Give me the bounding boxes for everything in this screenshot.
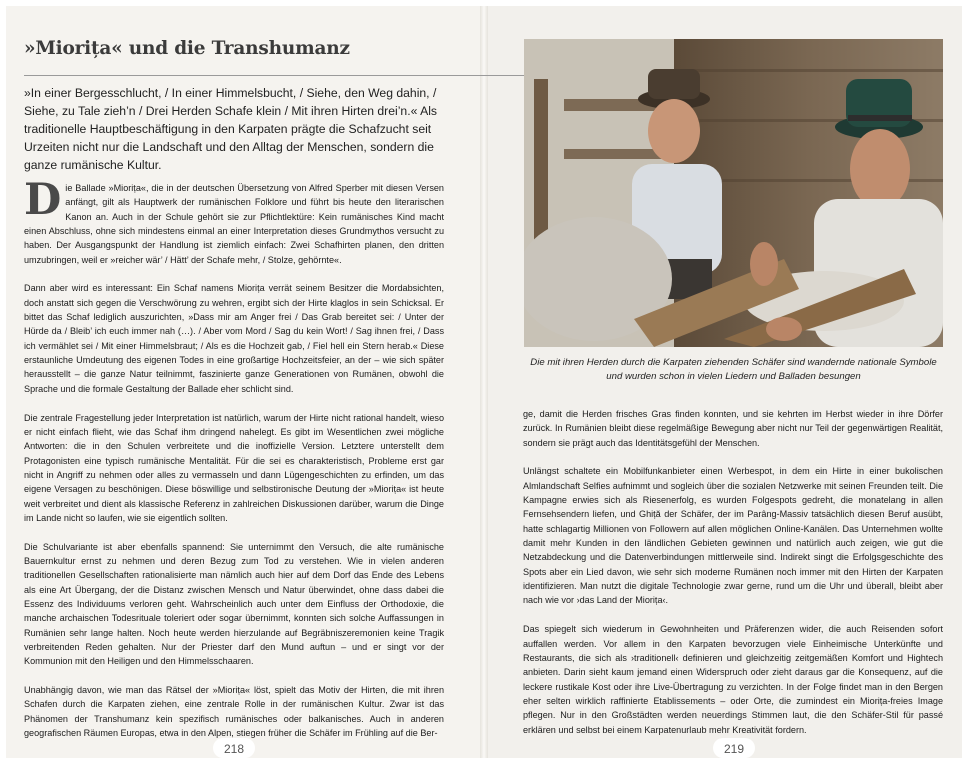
body-paragraph-3: Die zentrale Fragestellung jeder Interpretation ist natürlich, warum der Hirte nicht rational handelt, wieso er nicht einfach flieht, wie das Schaf ihm dringend nahelegt. Es gibt im Wesentlichen zwei mögliche Antworten: die in den Schulen verbreitete und die inoffizielle Version. Letztere unterstellt dem Protagonisten eine typisch rumänische Mentalität. Für die sei es charakteristisch, Probleme erst gar nicht in Angriff zu nehmen oder alles zu vermasseln und dann Lügengeschichten zu erfinden, um das eigene Versagen zu beschönigen. Diese böswillige und selbstironische Deutung der »Miorița« ist heute weit verbreitet und dient als klassische Referenz in zahlreichen Diskussionen darüber, warum die Dinge im Lande nicht so laufen, wie sie eigentlich sollten. (24, 412, 444, 523)
left-body-column (24, 175, 444, 740)
shepherds-illustration (524, 39, 943, 347)
body-paragraph-1-text: ie Ballade »Miorița«, die in der deutschen Übersetzung von Alfred Sperber mit diesen Versen anfängt, gilt als Hauptwerk der rumänischen Folklore und führt bis heute den literarischen Kanon an. Auch in der Schule gehört sie zur Pflichtlektüre: Kein rumänisches Kind macht einen Abschluss, ohne sich mindestens einmal an einer Interpretation dieses Grundmythos versucht zu haben. Der Ausgangspunkt der Handlung ist ziemlich einfach: Zwei Schafhirten planen, den dritten umzubringen, weil er »reicher wär’ / Hätt’ der Schafe mehr, / Stolze, gehörnte«. (24, 183, 444, 265)
book-gutter (480, 6, 488, 758)
right-paragraph-3: Das spiegelt sich wiederum in Gewohnheiten und Präferenzen wider, die auch Reisenden sofort auffallen werden. Vor allem in den Karpaten bevorzugen viele Einheimische Unterkünfte und Restaurants, die sich als ›traditionell‹ definieren und gleichzeitig zeitgemäßen Komfort und Hightech anbieten. Darin sieht kaum jemand einen Widerspruch oder zieht daraus gar die Konsequenz, auf die leckere rustikale Kost oder ihre Live-Übertragung zu verzichten. In der Folge findet man in den Bergen eher selten wirklich raffinierte Etablissements – oder Orte, die zumindest ein Miorița-freies Image pflegen. Nur in den Großstädten werden neuerdings Stimmen laut, die den Schäfer-Stil für passé erklären und selbst bei einem Karpatenurlaub mehr Kreativität fordern. (523, 624, 943, 735)
drop-cap: D (24, 175, 62, 225)
article-title: »Miorița« und die Transhumanz (24, 38, 350, 59)
body-paragraph-1 (24, 175, 444, 267)
body-paragraph-2: Dann aber wird es interessant: Ein Schaf namens Miorița verrät seinem Besitzer die Mordabsichten, doch anstatt sich gegen die Verschwörung zu wehren, ergibt sich der Hirte klaglos in sein Schicksal. Er bittet das Schaf lediglich auszurichten, »Dass mir am Anger frei / Das Grab bereitet sei: / Unter der Hürde da / Bleib’ ich euch immer nah (…). / Aber vom Mord / Sag du kein Wort! / Sag ihnen frei, / Dass ich vermählet sei / Mit einer Himmelsbraut; / Als es die Hochzeit gab, / Fiel hell ein Stern herab.« Diese erstaunliche Umdeutung des eigenen Todes in eine großartige Hochzeitsfeier, an der – wie sich später herausstellt – die ganze Natur teilnimmt, faszinierte ganze Generationen von Rumänen, obwohl die Sprache und die formale Gestaltung der Ballade eher schlicht sind. (24, 283, 444, 394)
lead-paragraph: »In einer Bergesschlucht, / In einer Himmelsbucht, / Siehe, den Weg dahin, / Siehe, zu Tale zieh’n / Drei Herden Schafe klein / Mit ihren Hirten drei’n.« Als traditionelle Hauptbeschäftigung in den Karpaten prägte die Schafzucht seit Urzeiten nicht nur die Landschaft und den Alltag der Menschen, sondern die ganze rumänische Kultur. (24, 86, 437, 172)
title-rule (24, 75, 524, 76)
page-number-right: 219 (723, 742, 745, 756)
right-paragraph-2: Unlängst schaltete ein Mobilfunkanbieter einen Werbespot, in dem ein Hirte in einer bukolischen Almlandschaft Selfies aufnimmt und sogleich über die sozialen Netzwerke mit seinen Freunden teilt. Die Kampagne erwies sich als Riesenerfolg, es wurden Folgespots gedreht, die monatelang in allen Fernsehsendern liefen, und Ghiță der Schäfer, der im Parâng-Massiv tatsächlich diesen Beruf ausübt, hatte schlagartig Millionen von Followern auf allen möglichen Online-Kanälen. Das Unternehmen wollte damit mehr Kunden in den ländlichen Gebieten gewinnen und natürlich auch zeigen, wie gut die Netzabdeckung und die Datenverbindungen mittlerweile sind. Indirekt singt die Erfolgsgeschichte des Spots aber ein Lied davon, wie sehr sich moderne Rumänen noch immer mit den Hirten der Karpaten identifizieren. Man nutzt die digitale Technologie zwar gerne, rund um die Uhr und überall, bleibt aber nach wie vor ›das Land der Miorița‹. (523, 466, 943, 606)
right-paragraph-1: ge, damit die Herden frisches Gras finden konnten, und sie kehrten im Herbst wieder in ihre Dörfer zurück. In Rumänien bleibt diese regelmäßige Bewegung aber nicht nur Teil der gegenwärtigen Realität, sondern sie prägt auch das Identitätsgefühl der Menschen. (523, 409, 943, 448)
body-paragraph-5: Unabhängig davon, wie man das Rätsel der »Miorița« löst, spielt das Motiv der Hirten, die mit ihren Schafen durch die Karpaten ziehen, eine zentrale Rolle in der rumänischen Kultur. Zwar ist das Phänomen der Transhumanz kein spezifisch rumänisches oder balkanisches. Auch in anderen geografischen Räumen Europas, etwa in den Alpen, stiegen früher die Schäfer im Frühling auf die Ber- (24, 685, 444, 739)
photo-caption: Die mit ihren Herden durch die Karpaten ziehenden Schäfer sind wandernde nationale Symbole und wurden schon in vielen Liedern und Balladen besungen (530, 357, 937, 382)
page-number-left: 218 (223, 742, 245, 756)
right-body-column (523, 407, 943, 737)
shepherds-photo (524, 39, 943, 347)
body-paragraph-4: Die Schulvariante ist aber ebenfalls spannend: Sie unternimmt den Versuch, die alte rumänische Bauernkultur ernst zu nehmen und deren Bezug zum Tod zu verstehen. Wie in vielen anderen traditionellen Gesellschaften rationalisierte man nämlich auch hier auf dem Dorf das Ende des Lebens als eine Art Übergang, der die Distanz zwischen Mensch und Natur überwindet, ohne dass dabei die Essenz des Individuums verloren geht. Wahrscheinlich auch unter dem Einfluss der Orthodoxie, die manche archaischen Todesrituale toleriert oder sogar übernimmt, konnten sich solche Auffassungen in Rumänien sehr lange halten. Noch heute werden hierzulande auf Begräbniszeremonien keine Tragik verbreitenden Reden gehalten. Nur der Priester darf den Mund auftun – und er singt vor der Kommunion mit den Heiligen und den Himmelsschaaren. (24, 541, 444, 667)
